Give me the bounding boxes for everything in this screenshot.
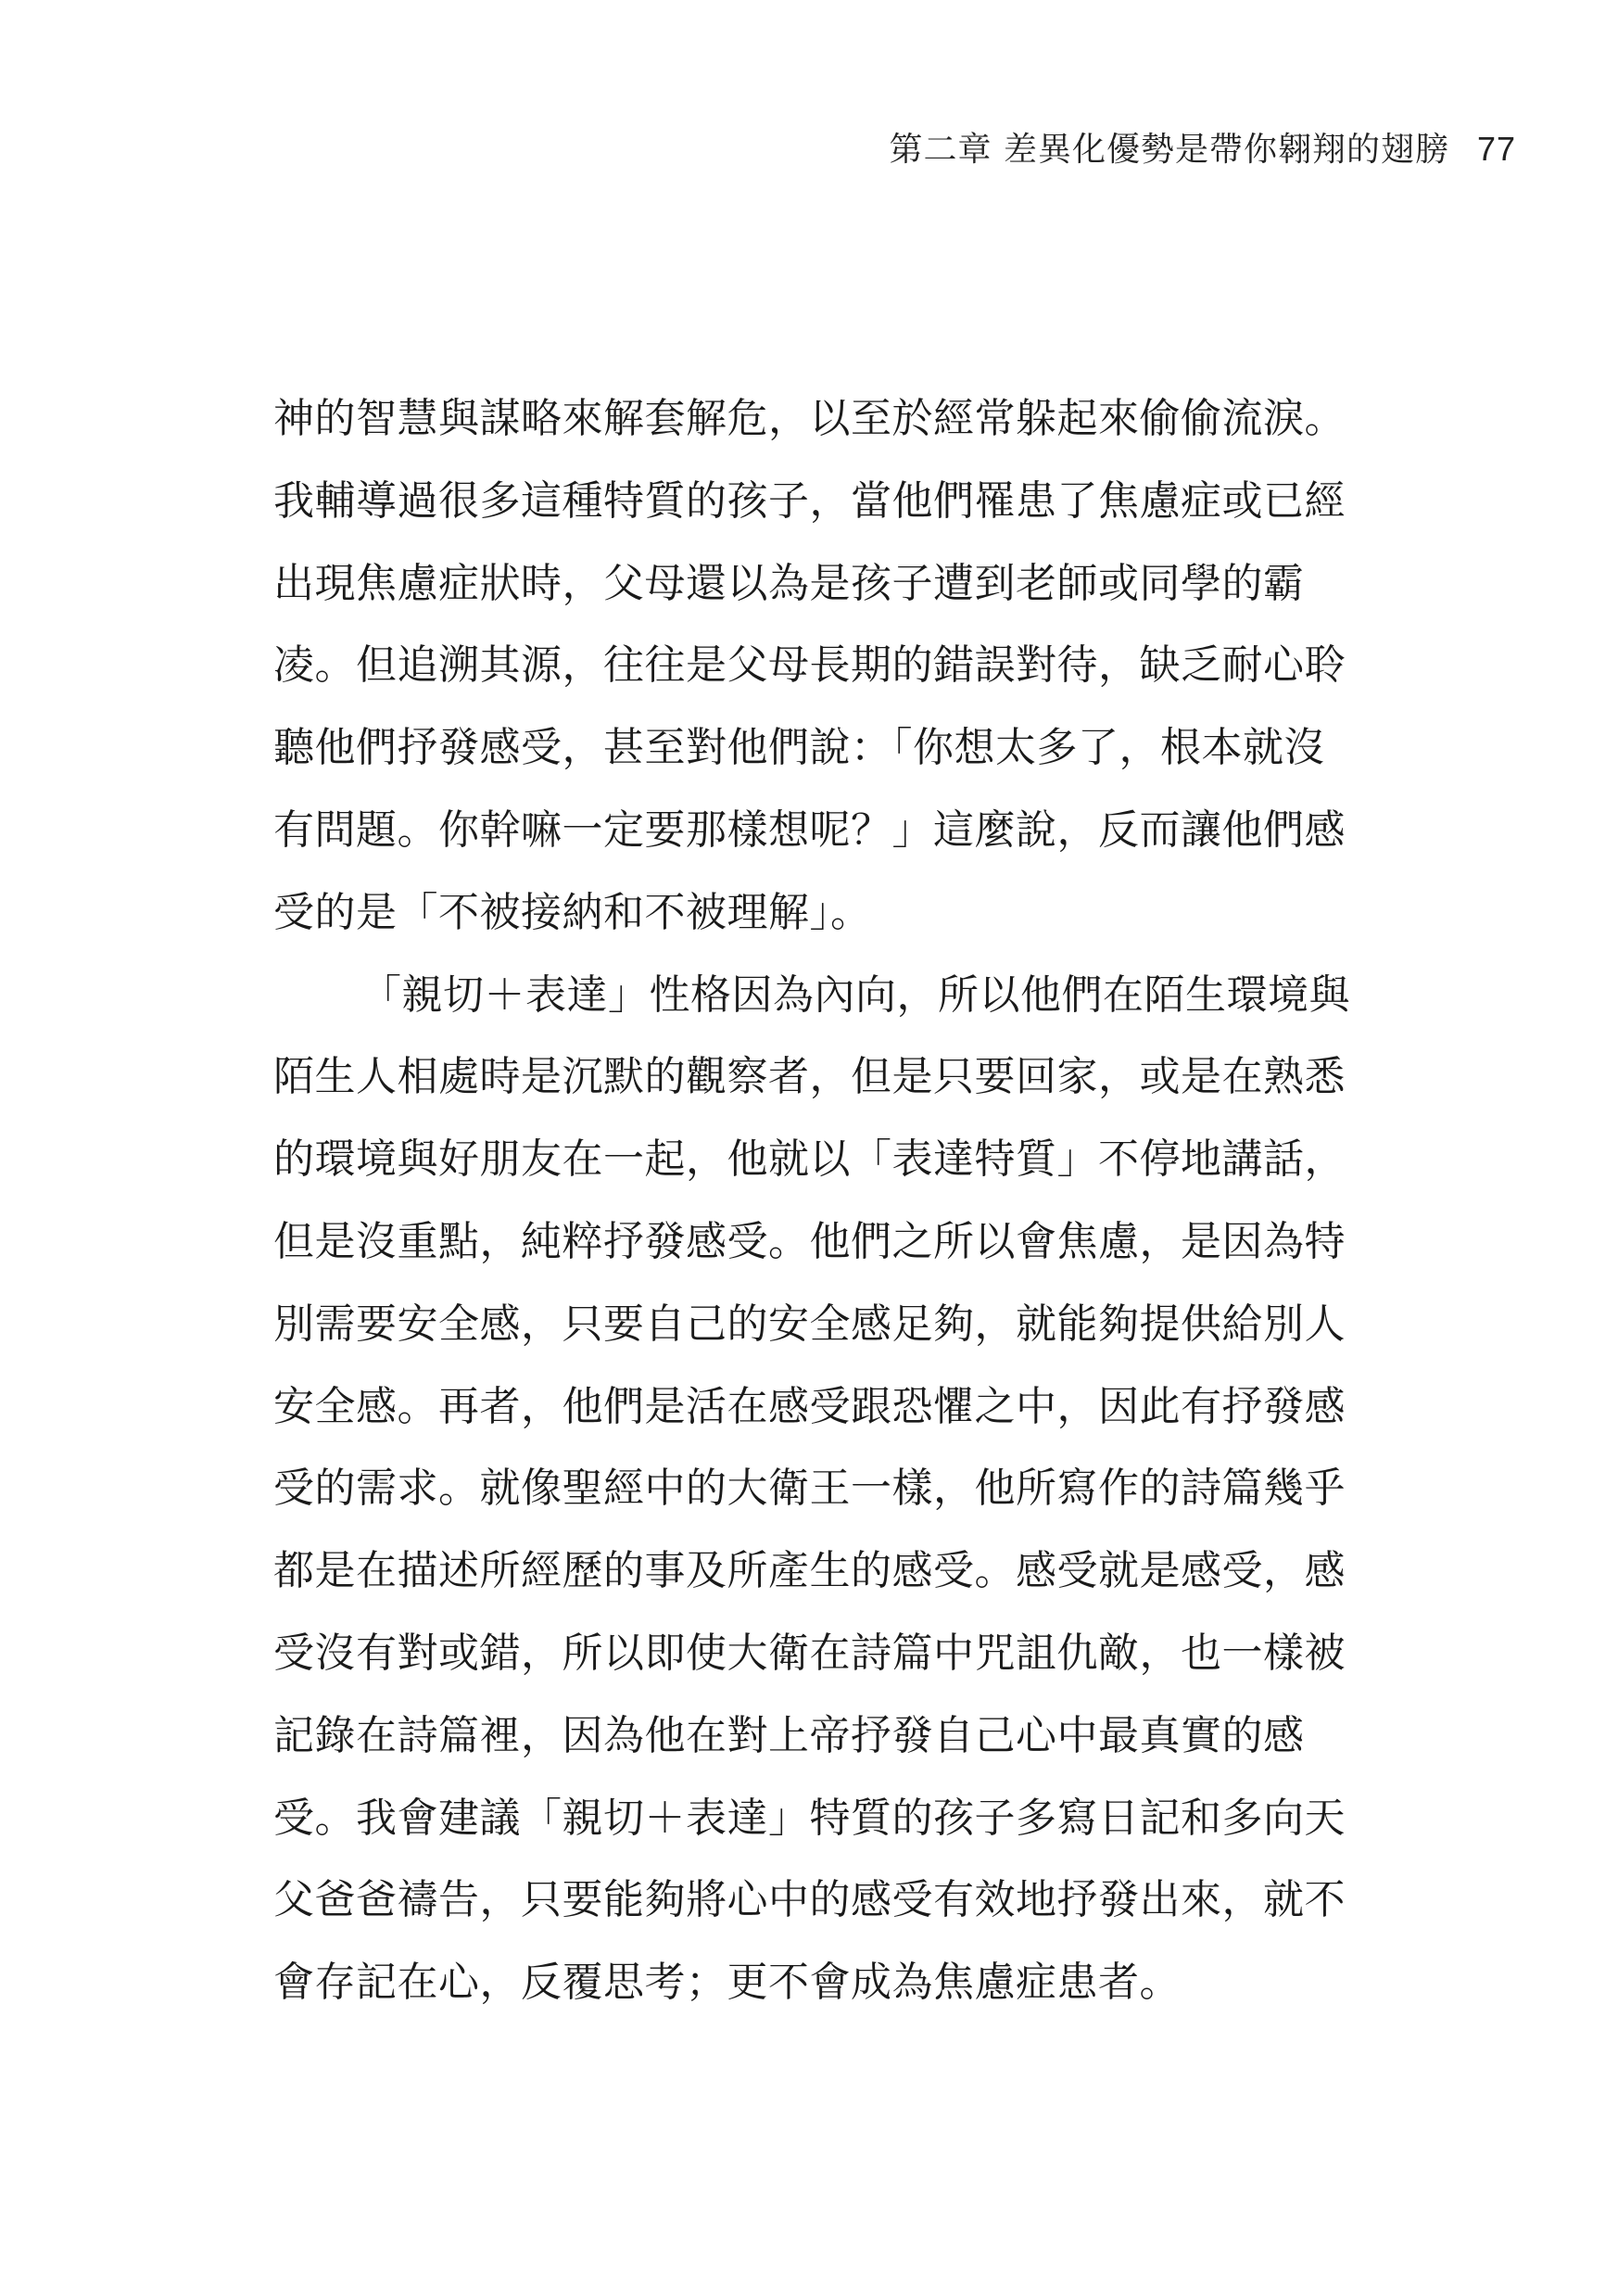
text-line: 都是在描述所經歷的事及所產生的感受。感受就是感受，感: [273, 1547, 1346, 1595]
text-line: 的環境與好朋友在一起，他就以「表達特質」不停地講話，: [273, 1135, 1346, 1184]
text-line: 記錄在詩篇裡，因為他在對上帝抒發自己心中最真實的感: [273, 1711, 1305, 1759]
text-line: 父爸爸禱告，只要能夠將心中的感受有效地抒發出來，就不: [273, 1876, 1346, 1924]
text-line: 神的智慧與謀略來解套解危，以至於經常躲起來偷偷流淚。: [273, 395, 1346, 442]
text-line: 別需要安全感，只要自己的安全感足夠，就能夠提供給別人: [273, 1300, 1346, 1348]
running-header: [890, 123, 1517, 171]
text-line: 受的需求。就像聖經中的大衛王一樣，他所寫作的詩篇幾乎: [273, 1465, 1346, 1513]
text-line: 受。我會建議「親切＋表達」特質的孩子多寫日記和多向天: [273, 1794, 1346, 1842]
text-line: 聽他們抒發感受，甚至對他們說：「你想太多了，根本就沒: [273, 724, 1325, 772]
text-line: 會存記在心，反覆思考；更不會成為焦慮症患者。: [273, 1959, 1181, 2007]
text-line-first-indented: 「親切＋表達」性格因為內向，所以他們在陌生環境與: [360, 970, 1350, 1019]
text-line: 受沒有對或錯，所以即使大衛在詩篇中咒詛仇敵，也一樣被: [273, 1629, 1346, 1677]
text-line: 安全感。再者，他們是活在感受跟恐懼之中，因此有抒發感: [273, 1382, 1346, 1430]
page-number: 77: [1476, 130, 1516, 168]
text-line: 出現焦慮症狀時，父母還以為是孩子遭到老師或同學的霸: [273, 559, 1305, 607]
paragraph-1: [273, 378, 1385, 955]
text-line: 受的是「不被接納和不被理解」。: [273, 888, 872, 936]
text-line: 有問題。你幹嘛一定要那樣想呢？」這麼說，反而讓他們感: [273, 806, 1346, 854]
text-line: 但是沒重點，純粹抒發感受。他們之所以會焦慮，是因為特: [273, 1217, 1346, 1265]
chapter-title: 第二章 差異化優勢是帶你翱翔的翅膀: [889, 131, 1449, 169]
body-text: [273, 378, 1385, 2024]
text-line: 陌生人相處時是沉默的觀察者，但是只要回家，或是在熟悉: [273, 1053, 1346, 1101]
text-line: 我輔導過很多這種特質的孩子，當他們罹患了焦慮症或已經: [273, 476, 1346, 525]
text-line: 凌。但追溯其源，往往是父母長期的錯誤對待，缺乏耐心聆: [273, 641, 1346, 690]
paragraph-2: [273, 955, 1385, 2024]
